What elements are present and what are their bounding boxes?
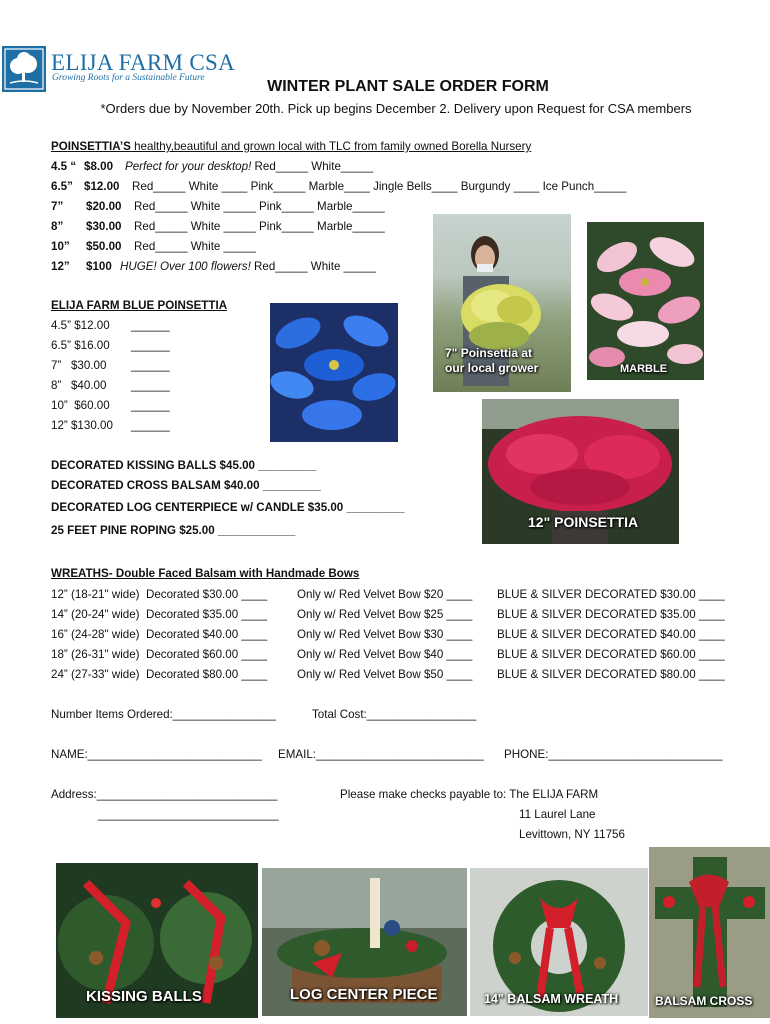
email-field[interactable]: EMAIL:__________________________	[278, 748, 484, 761]
street-address: 11 Laurel Lane	[519, 808, 596, 821]
items-ordered-field[interactable]: Number Items Ordered:________________	[51, 708, 276, 721]
balsam-cross-caption: BALSAM CROSS	[655, 994, 753, 1008]
marble-caption: MARBLE	[620, 363, 668, 375]
blue-poinsettia-photo	[270, 303, 398, 442]
kissing-balls-line: DECORATED KISSING BALLS $45.00 _________	[51, 459, 317, 472]
list-item: 8” $30.00 Red_____ White _____ Pink_____ Marble_____	[51, 220, 385, 233]
wreaths-heading: WREATHS- Double Faced Balsam with Handmade Bows	[51, 567, 360, 580]
page-subtitle: *Orders due by November 20th. Pick up begins December 2. Delivery upon Request for CSA members	[100, 101, 692, 116]
total-cost-field[interactable]: Total Cost:_________________	[312, 708, 477, 721]
grower-caption: 7" Poinsettia at	[445, 346, 533, 360]
phone-field[interactable]: PHONE:___________________________	[504, 748, 723, 761]
blue-poinsettia-heading: ELIJA FARM BLUE POINSETTIA	[51, 299, 228, 312]
address-field[interactable]: Address:____________________________	[51, 788, 278, 801]
list-item: 12” $100 HUGE! Over 100 flowers! Red_____ White _____	[51, 260, 376, 273]
address-field-line2[interactable]: ____________________________	[98, 808, 279, 821]
log-centerpiece-line: DECORATED LOG CENTERPIECE w/ CANDLE $35.00 _________	[51, 501, 405, 514]
logo-tagline: Growing Roots for a Sustainable Future	[52, 73, 205, 83]
table-row: 18” (26-31" wide) Decorated $60.00 ____ Only w/ Red Velvet Bow $40 ____ BLUE & SILVER DECORATED $60.00 ____	[51, 648, 725, 661]
table-row: 14” (20-24" wide) Decorated $35.00 ____ Only w/ Red Velvet Bow $25 ____ BLUE & SILVER DECORATED $35.00 ____	[51, 608, 725, 621]
list-item: 6.5” $12.00 Red_____ White ____ Pink_____ Marble____ Jingle Bells____ Burgundy ____ Ice Punch_____	[51, 180, 627, 193]
logo-name: ELIJA FARM CSA	[51, 50, 235, 75]
poinsettia-heading: POINSETTIA’S healthy,beautiful and grown local with TLC from family owned Borella Nursery	[51, 140, 532, 153]
table-row: 12” (18-21" wide) Decorated $30.00 ____ Only w/ Red Velvet Bow $20 ____ BLUE & SILVER DECORATED $30.00 ____	[51, 588, 725, 601]
twelve-inch-caption: 12" POINSETTIA	[528, 514, 639, 530]
kissing-balls-caption: KISSING BALLS	[86, 988, 202, 1005]
list-item: 12” $130.00 ______	[51, 419, 170, 432]
table-row: 16” (24-28" wide) Decorated $40.00 ____ Only w/ Red Velvet Bow $30 ____ BLUE & SILVER DECORATED $40.00 ____	[51, 628, 725, 641]
balsam-wreath-caption: 14" BALSAM WREATH	[484, 992, 619, 1006]
log-centerpiece-caption: LOG CENTER PIECE	[290, 986, 438, 1003]
payable-note: Please make checks payable to: The ELIJA FARM	[340, 788, 599, 801]
list-item: 10” $50.00 Red_____ White _____	[51, 240, 256, 253]
page-title: WINTER PLANT SALE ORDER FORM	[267, 78, 549, 95]
list-item: 8” $40.00 ______	[51, 379, 170, 392]
list-item: 7” $30.00 ______	[51, 359, 170, 372]
cross-balsam-line: DECORATED CROSS BALSAM $40.00 _________	[51, 479, 321, 492]
list-item: 6.5” $16.00 ______	[51, 339, 170, 352]
table-row: 24” (27-33" wide) Decorated $80.00 ____ Only w/ Red Velvet Bow $50 ____ BLUE & SILVER DECORATED $80.00 ____	[51, 668, 725, 681]
list-item: 4.5 “ $8.00 Perfect for your desktop! Red_____ White_____	[51, 160, 374, 173]
marble-poinsettia-photo	[587, 222, 704, 380]
grower-caption-line2: our local grower	[445, 361, 539, 375]
pine-roping-line: 25 FEET PINE ROPING $25.00 ____________	[51, 524, 296, 537]
name-field[interactable]: NAME:___________________________	[51, 748, 262, 761]
list-item: 7” $20.00 Red_____ White _____ Pink_____ Marble_____	[51, 200, 385, 213]
balsam-cross-photo	[649, 847, 770, 1018]
city-address: Levittown, NY 11756	[519, 828, 625, 841]
list-item: 10” $60.00 ______	[51, 399, 170, 412]
list-item: 4.5” $12.00 ______	[51, 319, 170, 332]
